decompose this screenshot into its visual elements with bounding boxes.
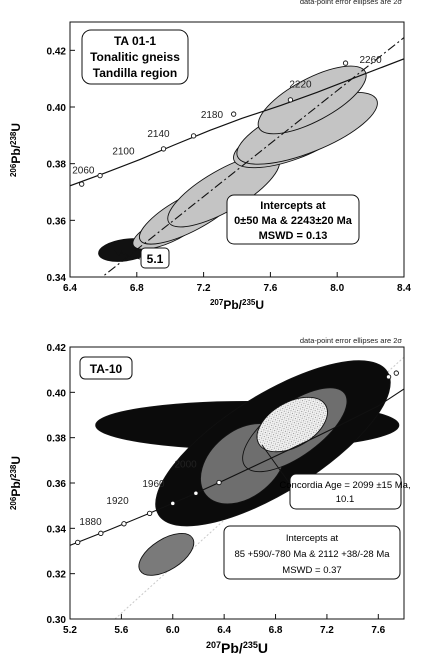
concordia-age-label: 2140	[147, 128, 170, 140]
error-ellipse	[132, 525, 201, 584]
x-tick-label: 7.2	[196, 283, 211, 294]
x-tick-label: 8.0	[330, 283, 345, 294]
concordia-marker	[147, 511, 151, 515]
y-tick-label: 0.36	[46, 216, 66, 228]
concordia-age-box-line-0: Concordia Age = 2099 ±15 Ma,	[279, 480, 411, 491]
header-note-2: data-point error ellipses are 2σ	[299, 336, 402, 345]
concordia-marker	[343, 61, 347, 65]
y-tick-label: 0.34	[46, 524, 66, 536]
y-tick-label: 0.40	[46, 388, 66, 400]
x-tick-label: 8.4	[397, 283, 411, 294]
x-tick-label: 6.8	[268, 625, 283, 636]
intercepts-box-2-line-2: MSWD = 0.37	[282, 565, 342, 576]
x-tick-label: 7.2	[319, 625, 334, 636]
y-tick-label: 0.40	[46, 103, 66, 114]
x-tick-label: 6.4	[63, 283, 77, 294]
intercepts-box-2-line-0: Intercepts at	[285, 533, 339, 544]
y-tick-label: 0.36	[46, 479, 66, 490]
concordia-marker	[394, 371, 398, 375]
concordia-marker	[99, 531, 103, 535]
intercepts-box-1-line-1: 0±50 Ma & 2243±20 Ma	[234, 215, 352, 227]
x-tick-label: 6.4	[217, 625, 232, 636]
concordia-age-label: 2100	[112, 146, 135, 158]
y-tick-label: 0.34	[46, 273, 66, 284]
concordia-marker	[161, 147, 165, 151]
x-tick-label: 6.8	[129, 283, 144, 294]
y-tick-label: 0.42	[46, 343, 66, 354]
y-axis-label-2: $^{206}$Pb/$^{238}$U	[8, 455, 23, 511]
sample-box-2	[80, 357, 132, 379]
x-ticks-2	[63, 614, 386, 636]
intercepts-box-2-line-1: 85 +590/-780 Ma & 2112 +38/-28 Ma	[234, 549, 390, 560]
x-tick-label: 6.0	[165, 625, 180, 636]
x-ticks-1	[63, 272, 411, 294]
concordia-marker	[386, 375, 390, 379]
y-tick-label: 0.38	[46, 433, 66, 445]
sample-box-1	[82, 30, 188, 84]
header-note-1: data-point error ellipses are 2σ	[299, 0, 402, 6]
y-tick-label: 0.32	[46, 569, 66, 581]
concordia-age-label: 2060	[72, 165, 95, 177]
sample-box-1-line-0: TA 01-1	[113, 34, 157, 48]
chart-panel-2	[9, 331, 414, 656]
intercepts-box-2	[224, 526, 400, 579]
sample-box-1-line-1: Tonalitic gneiss	[90, 50, 180, 64]
y-tick-label: 0.38	[46, 159, 66, 171]
concordia-marker	[191, 134, 195, 138]
sample-box-2-line-0: TA-10	[89, 362, 123, 376]
concordia-marker	[288, 98, 292, 102]
concordia-marker	[217, 480, 221, 484]
concordia-marker	[171, 501, 175, 505]
concordia-age-label: 2220	[289, 79, 312, 91]
y-axis-label-1: $^{206}$Pb/$^{238}$U	[8, 122, 23, 178]
concordia-marker	[122, 522, 126, 526]
concordia-age-box-line-1: 10.1	[335, 494, 355, 505]
y-tick-label: 0.42	[46, 46, 66, 58]
y-tick-label: 0.30	[46, 615, 66, 626]
y-ticks-1	[47, 46, 75, 284]
concordia-age-label: 2180	[200, 109, 224, 121]
intercepts-box-1-line-2: MSWD = 0.13	[258, 230, 328, 242]
x-tick-label: 5.2	[63, 625, 77, 636]
concordia-age-label: 1880	[79, 516, 102, 528]
x-axis-label-1: $^{207}$Pb/$^{235}$U	[209, 297, 265, 312]
concordia-marker	[194, 491, 198, 495]
concordia-marker	[231, 112, 235, 116]
concordia-age-label: 1960	[142, 479, 165, 491]
x-tick-label: 5.6	[114, 625, 129, 636]
concordia-marker	[79, 182, 83, 186]
concordia-marker	[76, 540, 80, 544]
concordia-age-label: 1920	[106, 495, 129, 507]
intercepts-box-1	[227, 195, 359, 244]
x-axis-label-2: $^{207}$Pb/$^{235}$U	[206, 640, 268, 656]
sample-box-1-line-2: Tandilla region	[92, 66, 178, 80]
x-tick-label: 7.6	[263, 283, 278, 294]
concordia-age-label: 2000	[174, 459, 197, 471]
concordia-age-box	[279, 474, 410, 509]
concordia-age-label: 2260	[359, 55, 382, 67]
y-ticks-2	[47, 343, 75, 626]
concordia-marker	[98, 173, 102, 177]
x-tick-label: 7.6	[371, 625, 386, 636]
point-label-text: 5.1	[146, 252, 164, 266]
chart-panel-1	[9, 0, 412, 312]
intercepts-box-1-line-0: Intercepts at	[260, 200, 326, 212]
